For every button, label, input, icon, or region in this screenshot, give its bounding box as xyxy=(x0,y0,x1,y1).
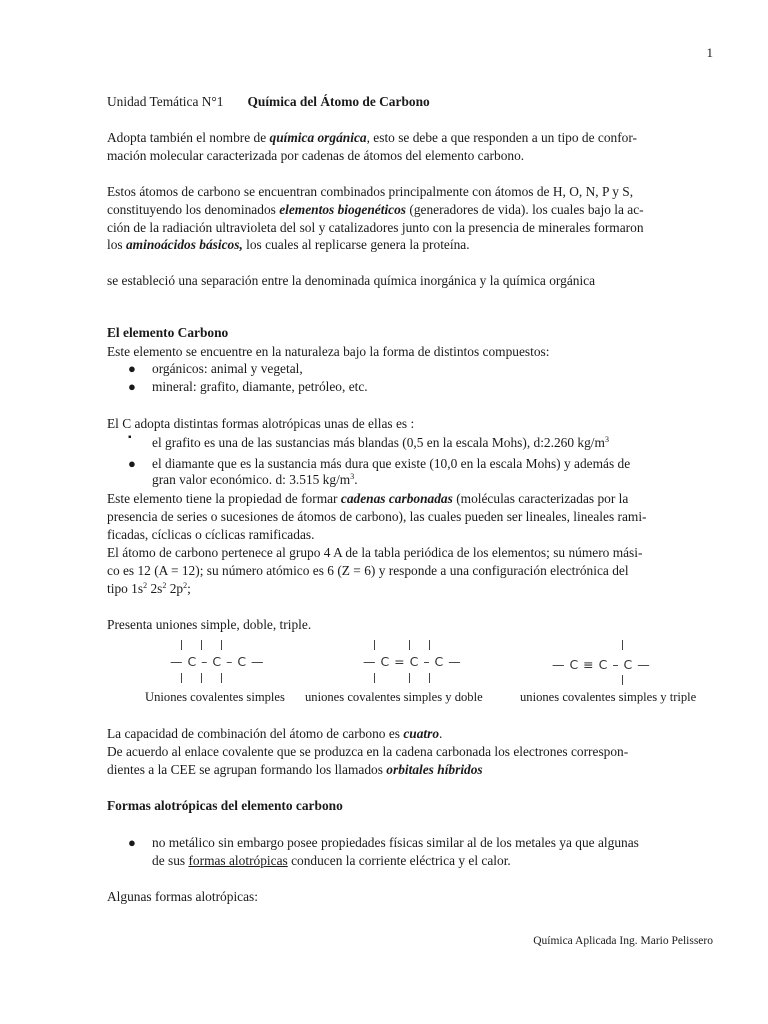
bond-line xyxy=(201,640,202,650)
chains-line-1 xyxy=(107,490,628,507)
text: constituyendo los denominados xyxy=(107,202,280,217)
chains-line-3: ficadas, cíclicas o cíclicas ramificadas. xyxy=(107,527,315,542)
page-number: 1 xyxy=(706,45,713,60)
section-heading-elemento-carbono: El elemento Carbono xyxy=(107,325,229,340)
text: el grafito es una de las sustancias más blandas (0,5 en la escala Mohs), d:2.260 kg/m xyxy=(152,435,605,450)
text: Este elemento tiene la propiedad de formar xyxy=(107,491,341,506)
bond-line xyxy=(181,640,182,650)
section-heading-formas-alotropicas: Formas alotrópicas del elemento carbono xyxy=(107,798,343,813)
formula-text: — C – C – C — xyxy=(170,654,265,669)
superscript: 3 xyxy=(350,472,355,481)
formula-triple-bond xyxy=(552,640,662,686)
text: (moléculas caracterizadas por la xyxy=(452,491,629,506)
text: gran valor económico. d: 3.515 kg/m xyxy=(152,472,351,487)
formula-text: — C = C – C — xyxy=(363,654,462,669)
paragraph-1-line-2: mación molecular caracterizada por cadenas de átomos del elemento carbono. xyxy=(107,148,525,163)
bond-line xyxy=(622,640,623,650)
capacity-line-3 xyxy=(107,761,483,778)
text: dientes a la CEE se agrupan formando los llamados xyxy=(107,762,387,777)
caption-triple: uniones covalentes simples y triple xyxy=(520,690,697,704)
atom-line-2: co es 12 (A = 12); su número atómico es 6 (Z = 6) y responde a una configuración electrónica del xyxy=(107,563,629,578)
capacity-line-2: De acuerdo al enlace covalente que se produzca en la cadena carbonada los electrones correspon- xyxy=(107,744,629,759)
bullet-icon: ● xyxy=(128,456,136,471)
bond-line xyxy=(181,673,182,683)
section-2-outro: Algunas formas alotrópicas: xyxy=(107,889,258,904)
text: tipo 1s xyxy=(107,581,144,596)
page-footer: Química Aplicada Ing. Mario Pelissero xyxy=(533,935,713,947)
section-2-bullet-line-2 xyxy=(152,852,511,869)
bond-line xyxy=(221,640,222,650)
unit-title: Química del Átomo de Carbono xyxy=(247,94,430,109)
paragraph-3: se estableció una separación entre la denominada química inorgánica y la química orgánica xyxy=(107,273,596,288)
bullet-icon: ▪ xyxy=(128,432,132,443)
caption-single: Uniones covalentes simples xyxy=(145,690,285,704)
bullet-icon: ● xyxy=(128,361,136,376)
bond-line xyxy=(622,675,623,685)
text: . xyxy=(354,472,358,487)
paragraph-2-line-2 xyxy=(107,201,644,218)
atom-line-3 xyxy=(107,580,191,597)
unit-header xyxy=(107,93,430,110)
text: los xyxy=(107,237,126,252)
bond-line xyxy=(374,673,375,683)
section-1-intro: Este elemento se encuentre en la naturaleza bajo la forma de distintos compuestos: xyxy=(107,344,550,359)
list-item-graphite xyxy=(152,434,609,451)
text: Adopta también el nombre de xyxy=(107,130,270,145)
section-2-bullet-line-1: no metálico sin embargo posee propiedades físicas similar al de los metales ya que algunas xyxy=(152,835,639,850)
bond-line xyxy=(429,640,430,650)
emphasis-orbitales-hibridos: orbitales híbridos xyxy=(386,762,483,777)
bond-line xyxy=(201,673,202,683)
emphasis-aminoacidos: aminoácidos básicos, xyxy=(125,237,243,252)
text: . xyxy=(439,726,443,741)
formula-single-bonds xyxy=(170,640,270,686)
bond-line xyxy=(429,673,430,683)
underlined-formas-alotropicas: formas alotrópicas xyxy=(188,853,288,868)
text: (generadores de vida). los cuales bajo la ac- xyxy=(406,202,644,217)
paragraph-2-line-3: ción de la radiación ultravioleta del sol y catalizadores junto con la presencia de minerales formaron xyxy=(107,220,644,235)
paragraph-2-line-4 xyxy=(107,236,470,253)
superscript: 2 xyxy=(162,581,167,590)
list-item: mineral: grafito, diamante, petróleo, etc. xyxy=(152,379,368,394)
bond-line xyxy=(409,640,410,650)
text: los cuales al replicarse genera la proteína. xyxy=(242,237,470,252)
text: 2p xyxy=(166,581,184,596)
allotropes-intro: El C adopta distintas formas alotrópicas unas de ellas es : xyxy=(107,416,415,431)
bullet-icon: ● xyxy=(128,379,136,394)
superscript: 2 xyxy=(143,581,148,590)
list-item-diamond-line-2 xyxy=(152,471,358,488)
bond-line xyxy=(221,673,222,683)
emphasis-cadenas-carbonadas: cadenas carbonadas xyxy=(340,491,453,506)
list-item-diamond-line-1: el diamante que es la sustancia más dura que existe (10,0 en la escala Mohs) y además de xyxy=(152,456,631,471)
text: ; xyxy=(187,581,191,596)
paragraph-1-line-1 xyxy=(107,129,637,146)
list-item: orgánicos: animal y vegetal, xyxy=(152,361,303,376)
bonds-intro: Presenta uniones simple, doble, triple. xyxy=(107,617,312,632)
text: de sus xyxy=(152,853,189,868)
paragraph-2-line-1: Estos átomos de carbono se encuentran combinados principalmente con átomos de H, O, N, P y S, xyxy=(107,184,634,199)
capacity-line-1 xyxy=(107,725,442,742)
text: La capacidad de combinación del átomo de carbono es xyxy=(107,726,404,741)
bond-line xyxy=(409,673,410,683)
emphasis-cuatro: cuatro xyxy=(403,726,440,741)
bond-line xyxy=(374,640,375,650)
atom-line-1: El átomo de carbono pertenece al grupo 4 A de la tabla periódica de los elementos; su número mási- xyxy=(107,545,643,560)
superscript: 2 xyxy=(183,581,188,590)
unit-label: Unidad Temática N°1 xyxy=(107,94,224,109)
text: 2s xyxy=(147,581,163,596)
bullet-icon: ● xyxy=(128,835,136,850)
text: conducen la corriente eléctrica y el calor. xyxy=(287,853,511,868)
chains-line-2: presencia de series o sucesiones de átomos de carbono), las cuales pueden ser lineales, lineales rami- xyxy=(107,509,647,524)
superscript: 3 xyxy=(604,435,609,444)
formula-double-bond xyxy=(363,640,463,686)
caption-double: uniones covalentes simples y doble xyxy=(305,690,483,704)
text: , esto se debe a que responden a un tipo de confor- xyxy=(366,130,638,145)
emphasis-quimica-organica: química orgánica xyxy=(269,130,367,145)
emphasis-elementos-biogeneticos: elementos biogenéticos xyxy=(279,202,407,217)
formula-text: — C ≡ C – C — xyxy=(552,657,651,672)
